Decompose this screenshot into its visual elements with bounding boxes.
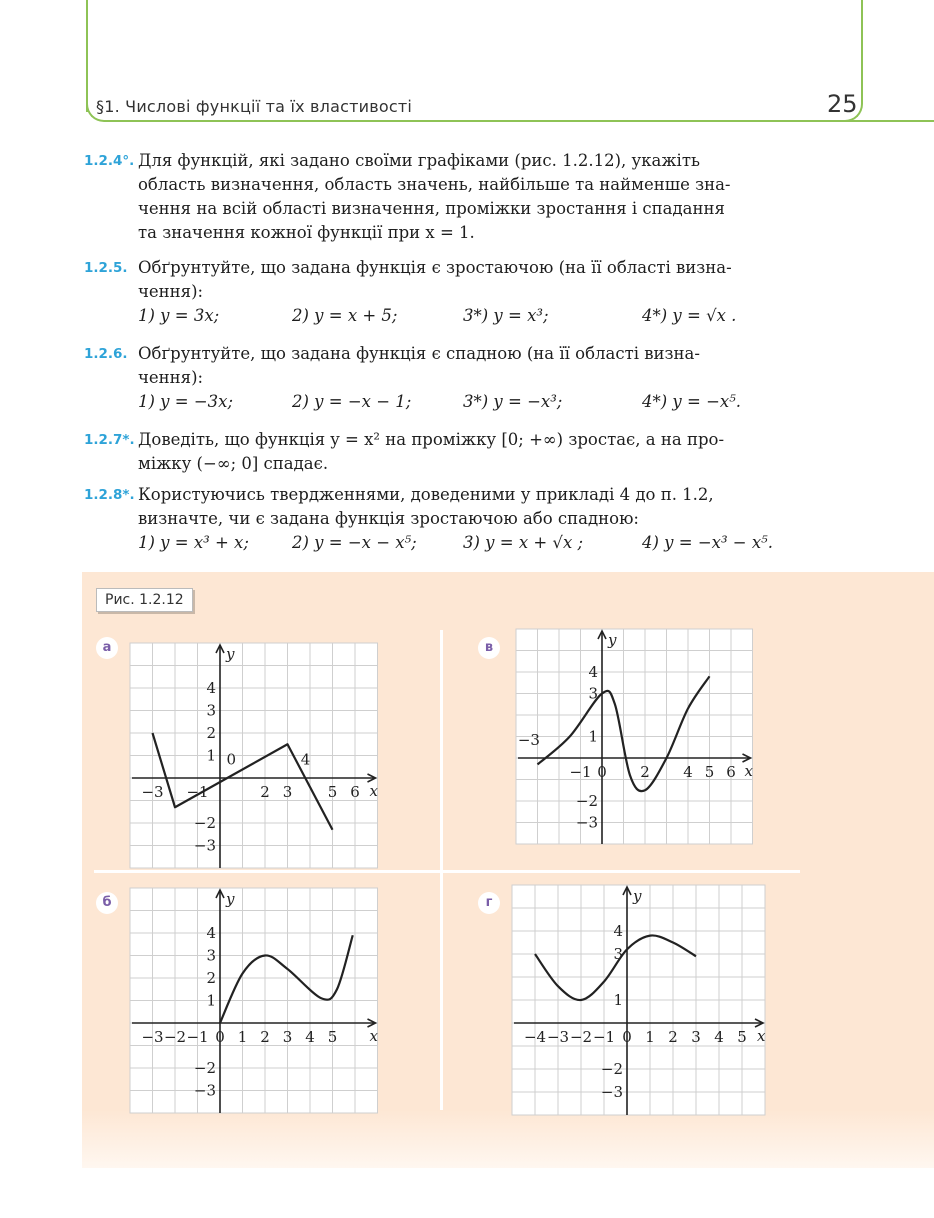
exercise-number: 1.2.8*.: [84, 487, 135, 503]
x-tick-label: −2: [569, 1028, 593, 1046]
x-tick-label: −3: [546, 1028, 570, 1046]
exercise-text-line: чення на всій області визначення, проміжки зростання і спадання: [138, 199, 725, 218]
graph-a: [130, 630, 380, 858]
x-axis-label: x: [744, 762, 753, 780]
y-tick-label: −2: [575, 792, 598, 810]
option: 2) y = −x − 1;: [292, 392, 412, 411]
graph-annotation: 0: [226, 750, 237, 769]
exercise-1-2-4: [84, 149, 834, 245]
x-tick-label: 4: [714, 1028, 724, 1046]
graph-v: [512, 630, 762, 858]
y-tick-label: 4: [206, 924, 216, 942]
x-tick-label: 6: [350, 783, 360, 801]
x-tick-label: −1: [592, 1028, 616, 1046]
y-tick-label: −3: [193, 1081, 216, 1100]
x-tick-label: 2: [260, 1028, 270, 1046]
header-frame-bottom: [108, 120, 934, 122]
panel-label-a: а: [96, 637, 118, 659]
x-axis-label: x: [369, 782, 378, 800]
y-axis-label: y: [608, 631, 617, 649]
x-tick-label: 3: [282, 783, 293, 801]
x-tick-label: −4: [523, 1028, 547, 1046]
y-tick-label: 4: [206, 679, 216, 697]
x-tick-label: 1: [237, 1028, 248, 1046]
graph-annotation: −3: [517, 731, 540, 750]
panel-label-b: б: [96, 892, 118, 914]
x-tick-label: −3: [141, 783, 164, 801]
panel-label-g: г: [478, 892, 500, 914]
figure-horizontal-divider: [94, 870, 800, 873]
graph-annotation: 4: [300, 750, 311, 769]
y-tick-label: −3: [193, 836, 216, 855]
exercise-options: [138, 304, 834, 330]
x-tick-label: −1: [186, 783, 209, 801]
option: 2) y = −x − x⁵;: [292, 533, 417, 552]
exercise-1-2-6: [84, 342, 834, 416]
x-tick-label: 0: [215, 1028, 225, 1046]
option: 1) y = −3x;: [138, 392, 234, 411]
exercise-1-2-8: [84, 483, 834, 557]
x-tick-label: 5: [327, 783, 338, 801]
graph-g: [512, 885, 766, 1113]
x-tick-label: 2: [640, 763, 650, 781]
exercise-text-line: Для функцій, які задано своїми графіками (рис. 1.2.12), укажіть: [138, 151, 700, 170]
x-axis-label: x: [757, 1027, 766, 1045]
y-tick-label: 4: [588, 663, 598, 681]
option: 3*) y = x³;: [463, 306, 549, 325]
panel-label-v: в: [478, 637, 500, 659]
exercise-text-line: міжку (−∞; 0] спадає.: [138, 454, 329, 473]
y-tick-label: −2: [193, 1059, 216, 1077]
header-frame-right: [861, 0, 863, 104]
y-tick-label: −3: [575, 813, 598, 832]
x-tick-label: 3: [282, 1028, 293, 1046]
x-tick-label: 5: [327, 1028, 338, 1046]
x-axis-label: x: [369, 1027, 378, 1045]
option: 3*) y = −x³;: [463, 392, 563, 411]
exercise-number: 1.2.7*.: [84, 432, 135, 448]
y-axis-label: y: [226, 890, 235, 908]
exercise-text-line: Обґрунтуйте, що задана функція є спадною (на її області визна-: [138, 344, 700, 363]
graph-svg: [130, 885, 380, 1113]
exercise-text-line: визначте, чи є задана функція зростаючою або спадною:: [138, 509, 639, 528]
x-tick-label: −3: [141, 1028, 164, 1046]
y-tick-label: −3: [600, 1083, 623, 1101]
y-tick-label: 3: [588, 684, 598, 703]
option: 1) y = 3x;: [138, 306, 220, 325]
x-tick-label: 4: [683, 763, 693, 781]
exercise-text-line: Доведіть, що функція y = x² на проміжку [0; +∞) зростає, а на про-: [138, 430, 725, 449]
option: 3) y = x + √x ;: [463, 533, 584, 552]
header-frame-left: [86, 0, 88, 112]
page-number: 25: [827, 90, 858, 118]
x-tick-label: 5: [704, 763, 715, 781]
option: 2) y = x + 5;: [292, 306, 398, 325]
x-tick-label: 4: [305, 1028, 315, 1046]
exercise-text-line: Користуючись твердженнями, доведеними у прикладі 4 до п. 1.2,: [138, 485, 714, 504]
y-tick-label: 1: [588, 727, 598, 746]
x-tick-label: 2: [260, 783, 270, 801]
y-tick-label: 3: [206, 701, 216, 720]
exercise-1-2-5: [84, 256, 834, 330]
x-tick-label: 5: [737, 1028, 747, 1046]
y-tick-label: 3: [206, 946, 216, 965]
x-tick-label: 3: [691, 1028, 701, 1046]
x-tick-label: −1: [186, 1028, 209, 1046]
exercise-number: 1.2.5.: [84, 260, 128, 276]
graph-svg: [512, 630, 762, 858]
y-axis-label: y: [226, 645, 235, 663]
x-tick-label: −2: [163, 1028, 187, 1046]
figure-fade: [82, 1110, 934, 1168]
y-tick-label: 1: [206, 746, 216, 765]
option: 1) y = x³ + x;: [138, 533, 249, 552]
x-tick-label: 0: [622, 1028, 632, 1046]
y-tick-label: 3: [613, 945, 623, 963]
exercise-number: 1.2.6.: [84, 346, 128, 362]
y-tick-label: −2: [600, 1060, 623, 1078]
graph-svg: [130, 630, 380, 858]
y-tick-label: 2: [206, 969, 216, 987]
exercise-options: [138, 390, 834, 416]
y-tick-label: 4: [613, 922, 623, 940]
graph-b: [130, 885, 380, 1113]
y-axis-label: y: [633, 887, 642, 905]
y-tick-label: −2: [193, 814, 216, 832]
y-tick-label: 1: [613, 991, 623, 1009]
x-tick-label: 2: [668, 1028, 678, 1046]
exercise-text-line: Обґрунтуйте, що задана функція є зростаючою (на її області визна-: [138, 258, 732, 277]
exercise-text-line: чення):: [138, 368, 204, 387]
exercise-text-line: та значення кожної функції при x = 1.: [138, 223, 475, 242]
exercise-1-2-7: [84, 428, 834, 476]
exercise-text-line: чення):: [138, 282, 204, 301]
graph-svg: [512, 885, 766, 1113]
x-tick-label: 1: [645, 1028, 655, 1046]
x-tick-label: −1: [569, 763, 592, 781]
option: 4) y = −x³ − x⁵.: [642, 533, 774, 552]
option: 4*) y = −x⁵.: [642, 392, 742, 411]
x-tick-label: 0: [597, 763, 607, 781]
figure-caption: Рис. 1.2.12: [96, 588, 193, 612]
y-tick-label: 1: [206, 991, 216, 1010]
section-title: §1. Числові функції та їх властивості: [96, 97, 413, 116]
exercise-text-line: область визначення, область значень, найбільше та найменше зна-: [138, 175, 731, 194]
y-tick-label: 2: [206, 724, 216, 742]
exercise-number: 1.2.4°.: [84, 153, 135, 169]
option: 4*) y = √x .: [642, 306, 737, 325]
x-tick-label: 6: [726, 763, 736, 781]
exercise-options: [138, 531, 834, 557]
